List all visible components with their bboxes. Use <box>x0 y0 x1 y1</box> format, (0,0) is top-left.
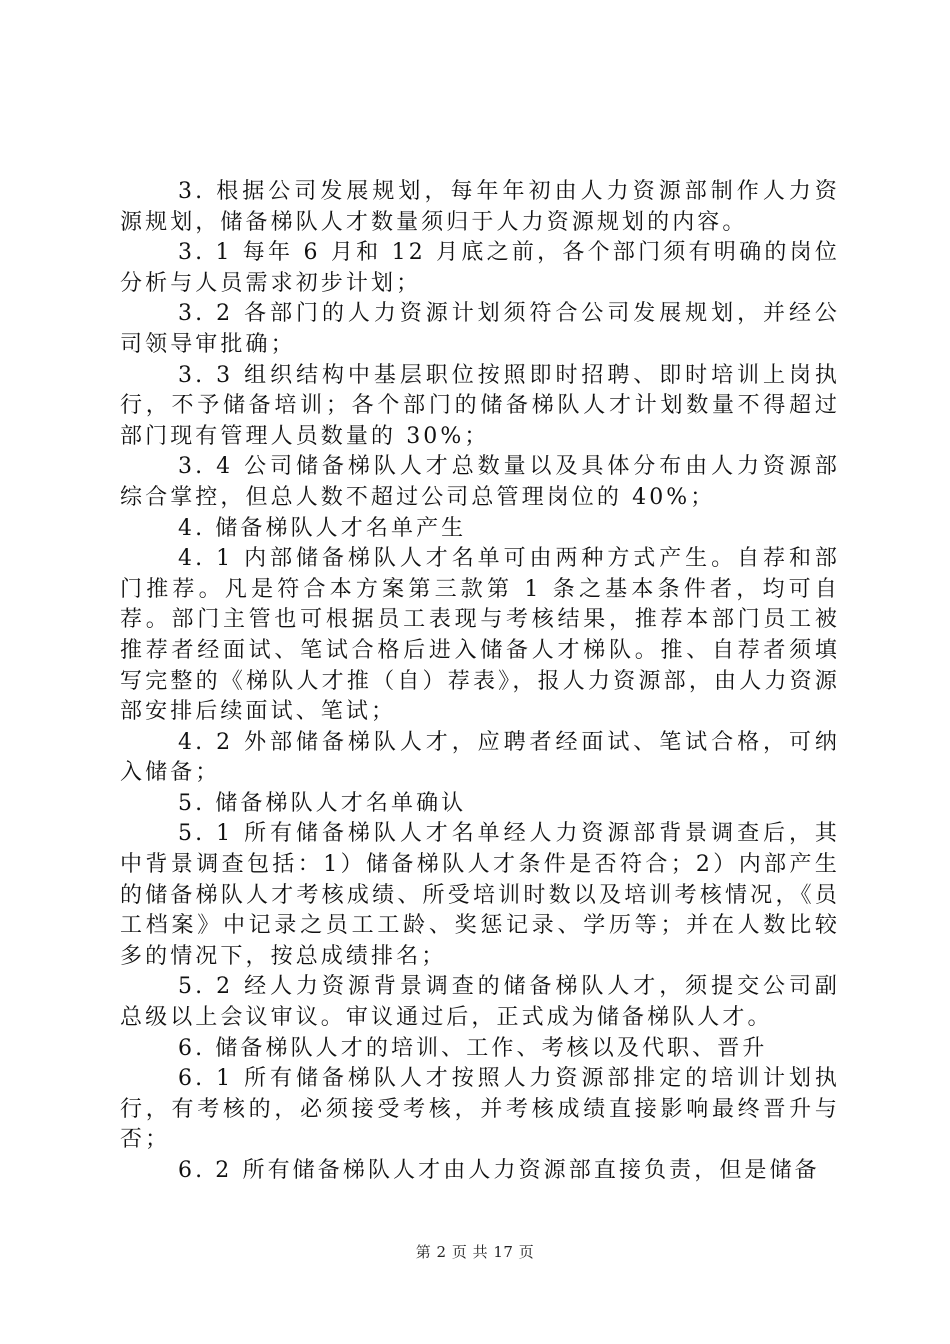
paragraph: 3. 4 公司储备梯队人才总数量以及具体分布由人力资源部综合掌控，但总人数不超过公司总管理岗位的 40%； <box>120 454 840 510</box>
paragraph: 3. 根据公司发展规划，每年年初由人力资源部制作人力资源规划，储备梯队人才数量须归于人力资源规划的内容。 <box>120 179 840 235</box>
document-body <box>120 177 840 1187</box>
section-heading: 5. 储备梯队人才名单确认 <box>178 790 467 816</box>
paragraph: 5. 2 经人力资源背景调查的储备梯队人才，须提交公司副总级以上会议审议。审议通过后，正式成为储备梯队人才。 <box>120 974 840 1031</box>
page-number-footer: 第 2 页 共 17 页 <box>415 1243 535 1261</box>
paragraph: 6. 1 所有储备梯队人才按照人力资源部排定的培训计划执行，有考核的，必须接受考核，并考核成绩直接影响最终晋升与否； <box>120 1066 840 1153</box>
paragraph: 3. 1 每年 6 月和 12 月底之前，各个部门须有明确的岗位分析与人员需求初步计划； <box>120 240 840 296</box>
paragraph: 5. 1 所有储备梯队人才名单经人力资源部背景调查后，其中背景调查包括：1）储备梯队人才条件是否符合；2）内部产生的储备梯队人才考核成绩、所受培训时数以及培训考核情况，《员工档案》中记录之员工工龄、奖惩记录、学历等；并在人数比较多的情况下，按总成绩排名； <box>120 821 840 969</box>
paragraph: 4. 2 外部储备梯队人才，应聘者经面试、笔试合格，可纳入储备； <box>120 729 840 786</box>
section-heading: 4. 储备梯队人才名单产生 <box>178 515 467 541</box>
paragraph: 3. 2 各部门的人力资源计划须符合公司发展规划，并经公司领导审批确； <box>120 301 840 357</box>
paragraph: 3. 3 组织结构中基层职位按照即时招聘、即时培训上岗执行，不予储备培训；各个部门的储备梯队人才计划数量不得超过部门现有管理人员数量的 30%； <box>120 362 840 449</box>
paragraph: 4. 1 内部储备梯队人才名单可由两种方式产生。自荐和部门推荐。凡是符合本方案第三款第 1 条之基本条件者，均可自荐。部门主管也可根据员工表现与考核结果，推荐本部门员工被推荐者经面试、笔试合格后进入储备人才梯队。推、自荐者须填写完整的《梯队人才推（自）荐表》，报人力资源部，由人力资源部安排后续面试、笔试； <box>120 546 840 725</box>
section-heading: 6. 储备梯队人才的培训、工作、考核以及代职、晋升 <box>178 1035 768 1061</box>
paragraph: 6. 2 所有储备梯队人才由人力资源部直接负责，但是储备 <box>178 1158 820 1183</box>
